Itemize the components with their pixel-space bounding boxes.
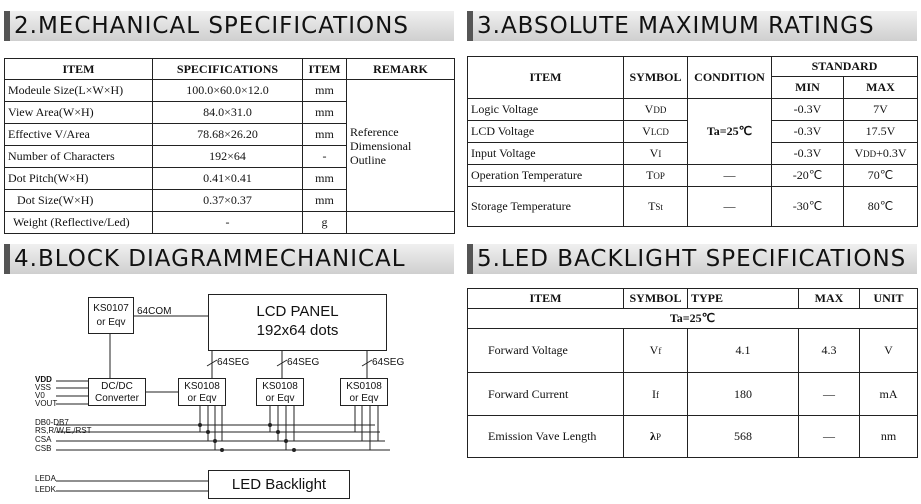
cell-unit: mm: [303, 102, 347, 124]
symbol-sub: St: [655, 202, 663, 212]
cell-spec: 84.0×31.0: [153, 102, 303, 124]
pin-label-control: RS,R/W,E,/RST: [35, 426, 92, 435]
cell-item: View Area(W×H): [5, 102, 153, 124]
symbol-sub: LCD: [650, 127, 669, 137]
cell-max: —: [799, 416, 860, 458]
cell-unit: nm: [860, 416, 918, 458]
symbol-sub: OP: [653, 171, 665, 181]
col-header-unit: ITEM: [303, 59, 347, 80]
ks0107-block: [88, 297, 134, 334]
cell-item: Number of Characters: [5, 146, 153, 168]
cell-spec: 192×64: [153, 146, 303, 168]
ks0108-label: KS0108: [262, 381, 298, 392]
symbol-main: V: [649, 343, 659, 357]
cell-max: 80℃: [844, 187, 918, 227]
remark-line: Outline: [350, 152, 386, 167]
cell-min: -20℃: [772, 165, 844, 187]
led-backlight-block: LED Backlight: [208, 470, 350, 499]
symbol-main: V: [649, 146, 659, 160]
col-header-unit: UNIT: [860, 289, 918, 309]
cell-type: 180: [688, 373, 799, 416]
pin-label-csa: CSA: [35, 435, 52, 444]
ks0107-label: KS0107: [93, 303, 129, 314]
cell-type: 568: [688, 416, 799, 458]
col-header-condition: CONDITION: [688, 57, 772, 99]
cell-condition: —: [688, 165, 772, 187]
col-header-standard: STANDARD: [772, 57, 918, 77]
led-backlight-table: [467, 288, 918, 458]
symbol-main: I: [652, 386, 656, 401]
cell-min: -0.3V: [772, 121, 844, 143]
symbol-sub: P: [655, 432, 661, 442]
com-label: 64COM: [137, 306, 172, 317]
ks0108-sublabel: or Eqv: [187, 393, 217, 404]
cell-symbol: [624, 373, 688, 416]
seg-label: 64SEG: [372, 357, 405, 368]
seg-label: 64SEG: [217, 357, 250, 368]
pin-label-vout: VOUT: [35, 399, 58, 408]
col-header-item: ITEM: [5, 59, 153, 80]
pin-label-db: DB0-DB7: [35, 418, 69, 427]
cell-unit: mm: [303, 80, 347, 102]
cell-type: 4.1: [688, 329, 799, 373]
col-header-max: MAX: [799, 289, 860, 309]
cell-min: -0.3V: [772, 143, 844, 165]
cell-item: Effective V/Area: [5, 124, 153, 146]
lcd-panel-dots: 192x64 dots: [256, 322, 339, 339]
cell-min: -0.3V: [772, 99, 844, 121]
cell-unit: mm: [303, 190, 347, 212]
cell-item: Weight (Reflective/Led): [5, 212, 153, 234]
cell-symbol: [624, 416, 688, 458]
section-title-absolute-max: 3.ABSOLUTE MAXIMUM RATINGS: [467, 11, 917, 41]
cell-spec: 0.41×0.41: [153, 168, 303, 190]
cell-max: 17.5V: [844, 121, 918, 143]
cell-item: LCD Voltage: [468, 121, 624, 143]
section-title-block-diagram: 4.BLOCK DIAGRAMMECHANICAL: [4, 244, 454, 274]
remark-line: Dimensional: [350, 138, 412, 153]
cell-item: Modeule Size(L×W×H): [5, 80, 153, 102]
pin-label-vss: VSS: [35, 383, 52, 392]
pin-label-vdd: VDD: [35, 375, 52, 384]
cell-unit: -: [303, 146, 347, 168]
condition-cell: Ta=25℃: [688, 99, 772, 165]
symbol-main: V: [642, 124, 651, 138]
cell-symbol: [624, 329, 688, 373]
table-row: [468, 373, 918, 416]
cell-condition: —: [688, 187, 772, 227]
col-header-symbol: SYMBOL: [624, 289, 688, 309]
ks0108-sublabel: or Eqv: [265, 393, 295, 404]
lcd-panel-label: LCD PANEL: [256, 303, 339, 320]
cell-max: —: [799, 373, 860, 416]
pin-label-ledk: LEDK: [35, 485, 56, 494]
max-tail: +0.3V: [876, 146, 907, 160]
col-header-type: TYPE: [688, 289, 799, 309]
col-header-item: ITEM: [468, 57, 624, 99]
cell-unit: V: [860, 329, 918, 373]
ks0108-sublabel: or Eqv: [349, 393, 379, 404]
pin-label-csb: CSB: [35, 444, 52, 453]
symbol-main: T: [648, 199, 656, 213]
col-header-max: MAX: [844, 77, 918, 99]
cell-item: Forward Voltage: [468, 329, 624, 373]
cell-spec: -: [153, 212, 303, 234]
ks0108-block: [178, 378, 226, 406]
cell-unit: mm: [303, 124, 347, 146]
cell-max: 7V: [844, 99, 918, 121]
ks0108-block: [256, 378, 304, 406]
col-header-symbol: SYMBOL: [624, 57, 688, 99]
symbol-sub: I: [658, 149, 662, 159]
cell-item: Dot Size(W×H): [5, 190, 153, 212]
symbol-sub: f: [656, 389, 659, 400]
cell-unit: mA: [860, 373, 918, 416]
cell-item: Dot Pitch(W×H): [5, 168, 153, 190]
max-main: V: [854, 146, 864, 160]
cell-max: 4.3: [799, 329, 860, 373]
col-header-min: MIN: [772, 77, 844, 99]
dcdc-converter-block: [88, 378, 146, 406]
pin-label-leda: LEDA: [35, 474, 56, 483]
cell-unit: mm: [303, 168, 347, 190]
symbol-sub: DD: [653, 105, 667, 115]
cell-spec: 100.0×60.0×12.0: [153, 80, 303, 102]
table-row: [468, 416, 918, 458]
ks0108-block: [340, 378, 388, 406]
col-header-item: ITEM: [468, 289, 624, 309]
symbol-main: λ: [650, 429, 656, 443]
ks0107-sublabel: or Eqv: [96, 317, 126, 328]
symbol-main: V: [644, 102, 654, 116]
table-row: [468, 329, 918, 373]
col-header-specifications: SPECIFICATIONS: [153, 59, 303, 80]
cell-spec: 78.68×26.20: [153, 124, 303, 146]
cell-unit: g: [303, 212, 347, 234]
col-header-remark: REMARK: [347, 59, 455, 80]
condition-row: Ta=25℃: [468, 309, 918, 329]
section-title-mechanical: 2.MECHANICAL SPECIFICATIONS: [4, 11, 454, 41]
dcdc-sublabel: Converter: [95, 393, 139, 404]
cell-item: Logic Voltage: [468, 99, 624, 121]
ks0108-label: KS0108: [346, 381, 382, 392]
cell-max: 70℃: [844, 165, 918, 187]
cell-item: Input Voltage: [468, 143, 624, 165]
symbol-main: T: [646, 168, 654, 182]
symbol-sub: f: [658, 346, 662, 356]
section-title-led-backlight: 5.LED BACKLIGHT SPECIFICATIONS: [467, 244, 917, 274]
cell-item: Forward Current: [468, 373, 624, 416]
ks0108-label: KS0108: [184, 381, 220, 392]
pin-label-v0: V0: [35, 391, 45, 400]
max-sub: DD: [863, 149, 877, 159]
dcdc-label: DC/DC: [101, 381, 133, 392]
cell-spec: 0.37×0.37: [153, 190, 303, 212]
lcd-panel-block: [208, 294, 387, 351]
cell-item: Emission Vave Length: [468, 416, 624, 458]
cell-min: -30℃: [772, 187, 844, 227]
seg-label: 64SEG: [287, 357, 320, 368]
cell-item: Storage Temperature: [468, 187, 624, 227]
cell-item: Operation Temperature: [468, 165, 624, 187]
remark-line: Reference: [350, 124, 399, 139]
